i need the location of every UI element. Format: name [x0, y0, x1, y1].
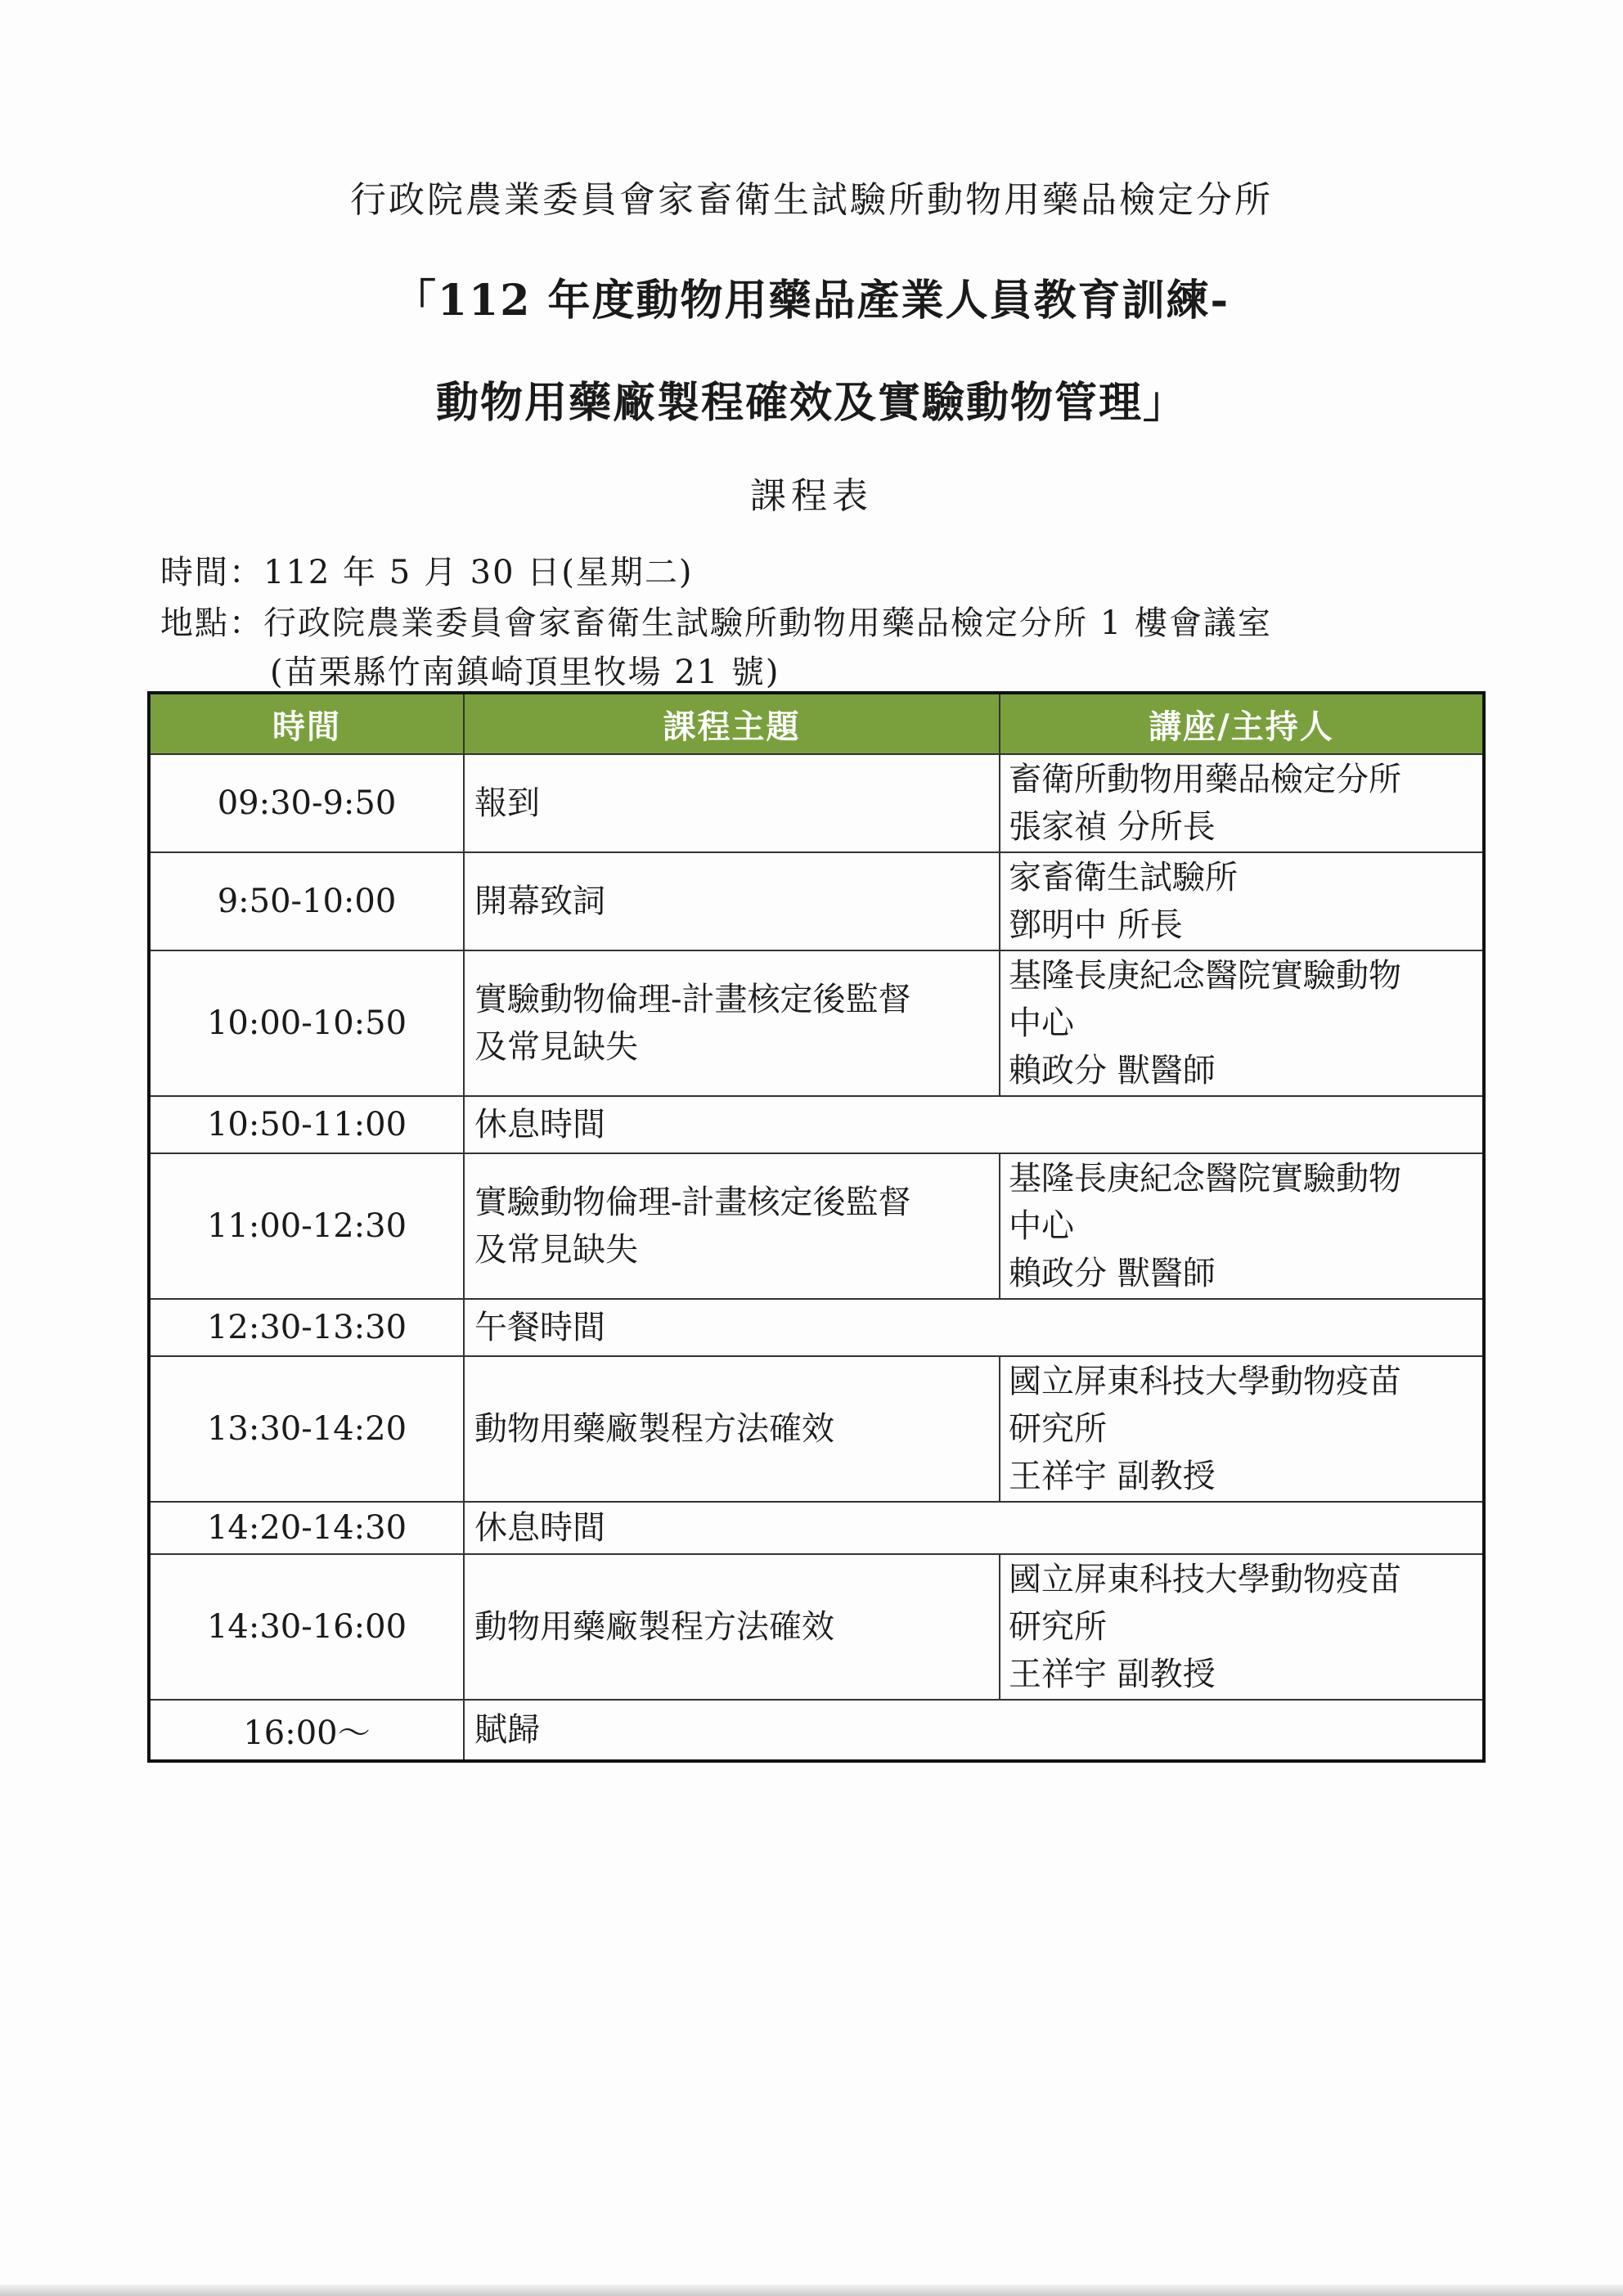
speaker-cell — [1000, 1554, 1484, 1700]
header-speaker: 講座/主持人 — [1000, 693, 1484, 754]
schedule-table — [147, 691, 1486, 1763]
time-cell: 12:30-13:30 — [149, 1299, 464, 1356]
table-row — [149, 852, 1484, 950]
topic-line: 實驗動物倫理-計畫核定後監督 — [474, 1184, 911, 1221]
speaker-line: 中心 — [1009, 1207, 1074, 1245]
topic-line: 動物用藥廠製程方法確效 — [474, 1608, 834, 1646]
speaker-line: 王祥宇 副教授 — [1009, 1656, 1216, 1693]
time-cell: 14:20-14:30 — [149, 1502, 464, 1554]
table-row — [149, 950, 1484, 1096]
topic-line: 休息時間 — [474, 1106, 605, 1144]
topic-line: 報到 — [474, 784, 540, 822]
schedule-subtitle: 課程表 — [750, 475, 873, 517]
time-cell: 16:00～ — [149, 1700, 464, 1761]
topic-cell — [464, 1096, 1484, 1153]
topic-cell — [464, 852, 1000, 950]
topic-cell — [464, 1700, 1484, 1761]
speaker-line: 家畜衛生試驗所 — [1009, 859, 1238, 896]
scan-edge — [0, 2285, 1623, 2296]
topic-line: 開幕致詞 — [474, 883, 605, 920]
topic-cell — [464, 1299, 1484, 1356]
event-address: (苗栗縣竹南鎮崎頂里牧場 21 號) — [270, 654, 780, 691]
topic-line: 及常見缺失 — [474, 1231, 638, 1269]
table-row — [149, 1096, 1484, 1153]
title-line-1: 「112 年度動物用藥品產業人員教育訓練- — [393, 276, 1230, 326]
speaker-cell — [1000, 754, 1484, 852]
organization-name: 行政院農業委員會家畜衛生試驗所動物用藥品檢定分所 — [350, 179, 1273, 221]
speaker-line: 張家禎 分所長 — [1009, 808, 1216, 846]
topic-cell — [464, 1153, 1000, 1299]
table-row — [149, 1356, 1484, 1502]
event-time: 時間：112 年 5 月 30 日(星期二) — [160, 554, 694, 591]
event-place: 地點：行政院農業委員會家畜衛生試驗所動物用藥品檢定分所 1 樓會議室 — [160, 604, 1272, 642]
table-row — [149, 1153, 1484, 1299]
speaker-line: 基隆長庚紀念醫院實驗動物 — [1009, 1160, 1401, 1197]
speaker-line: 賴政分 獸醫師 — [1009, 1052, 1216, 1090]
header-topic: 課程主題 — [464, 693, 1000, 754]
topic-line: 午餐時間 — [474, 1309, 605, 1346]
title-line-2: 動物用藥廠製程確效及實驗動物管理」 — [435, 378, 1187, 428]
topic-line: 賦歸 — [474, 1711, 540, 1749]
speaker-line: 賴政分 獸醫師 — [1009, 1255, 1216, 1292]
table-row — [149, 1502, 1484, 1554]
time-cell: 14:30-16:00 — [149, 1554, 464, 1700]
table-row — [149, 1700, 1484, 1761]
topic-cell — [464, 1554, 1000, 1700]
topic-cell — [464, 1502, 1484, 1554]
speaker-line: 畜衛所動物用藥品檢定分所 — [1009, 761, 1401, 798]
speaker-line: 研究所 — [1009, 1410, 1107, 1448]
table-row — [149, 754, 1484, 852]
table-row — [149, 1299, 1484, 1356]
time-cell: 9:50-10:00 — [149, 852, 464, 950]
speaker-line: 王祥宇 副教授 — [1009, 1458, 1216, 1495]
topic-cell — [464, 950, 1000, 1096]
speaker-cell — [1000, 852, 1484, 950]
speaker-line: 中心 — [1009, 1004, 1074, 1042]
time-cell: 09:30-9:50 — [149, 754, 464, 852]
speaker-line: 鄧明中 所長 — [1009, 906, 1183, 944]
topic-line: 休息時間 — [474, 1509, 605, 1547]
speaker-line: 國立屏東科技大學動物疫苗 — [1009, 1561, 1401, 1598]
table-header-row — [149, 693, 1484, 754]
time-cell: 10:00-10:50 — [149, 950, 464, 1096]
topic-line: 實驗動物倫理-計畫核定後監督 — [474, 981, 911, 1018]
time-cell: 13:30-14:20 — [149, 1356, 464, 1502]
speaker-line: 研究所 — [1009, 1608, 1107, 1646]
speaker-cell — [1000, 950, 1484, 1096]
topic-cell — [464, 754, 1000, 852]
topic-line: 動物用藥廠製程方法確效 — [474, 1410, 834, 1448]
topic-line: 及常見缺失 — [474, 1028, 638, 1066]
header-time: 時間 — [149, 693, 464, 754]
table-row — [149, 1554, 1484, 1700]
speaker-cell — [1000, 1153, 1484, 1299]
time-cell: 10:50-11:00 — [149, 1096, 464, 1153]
speaker-cell — [1000, 1356, 1484, 1502]
topic-cell — [464, 1356, 1000, 1502]
speaker-line: 國立屏東科技大學動物疫苗 — [1009, 1363, 1401, 1400]
time-cell: 11:00-12:30 — [149, 1153, 464, 1299]
speaker-line: 基隆長庚紀念醫院實驗動物 — [1009, 957, 1401, 995]
